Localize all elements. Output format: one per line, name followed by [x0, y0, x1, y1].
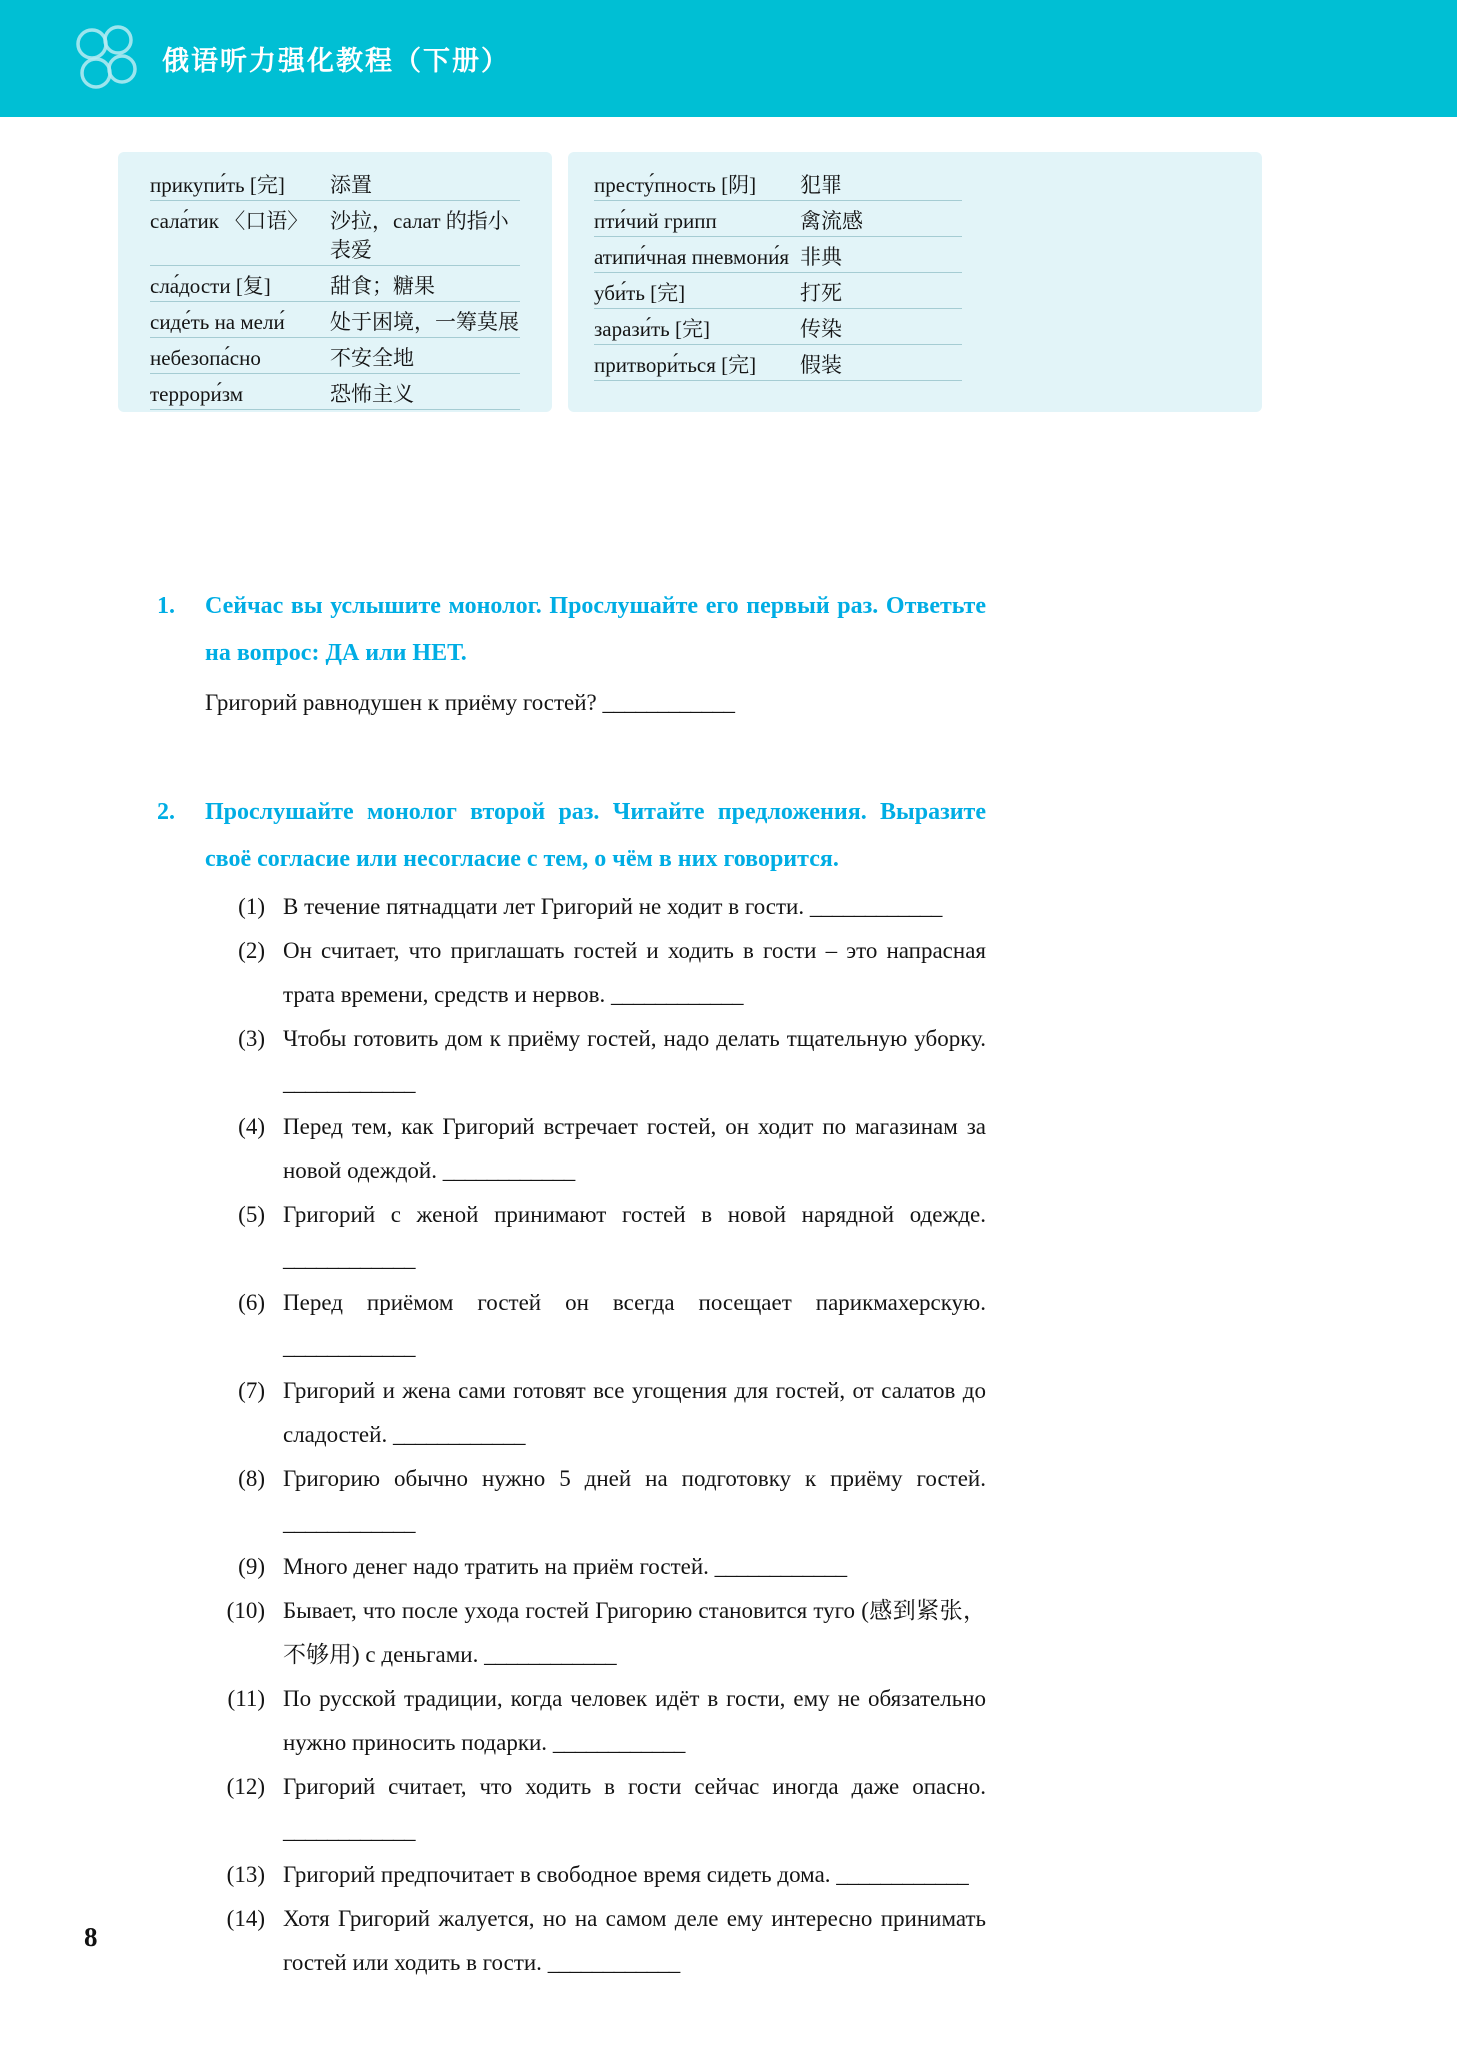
vocab-word: террори́зм [150, 382, 244, 406]
exercise-item [205, 1369, 986, 1457]
answer-blank: ____________ [283, 1818, 415, 1843]
vocab-row [594, 309, 962, 345]
answer-blank: ____________ [836, 1862, 969, 1887]
answer-blank: ____________ [283, 1334, 415, 1359]
item-text [283, 1853, 986, 1897]
item-sentence: В течение пятнадцати лет Григорий не ходит в гости. [283, 894, 805, 919]
vocab-translation: 沙拉，салат 的指小表爱 [330, 209, 509, 262]
exercise-instruction: Прослушайте монолог второй раз. Читайте предложения. Выразите своё согласие или несогласие с тем, о чём в них говорится. [205, 799, 986, 872]
exercise-item [205, 885, 986, 929]
exercise-number: 2. [157, 799, 175, 825]
vocab-word: престу́пность [阴] [594, 173, 757, 197]
exercise-1 [157, 583, 986, 725]
exercise-item [205, 1853, 986, 1897]
item-sentence: Григорий предпочитает в свободное время сидеть дома. [283, 1862, 831, 1887]
item-sentence: По русской традиции, когда человек идёт в гости, ему не обязательно нужно приносить подарки. [283, 1686, 986, 1755]
vocab-translation: 禽流感 [800, 209, 863, 233]
item-sentence: Перед приёмом гостей он всегда посещает парикмахерскую. [283, 1290, 986, 1315]
vocab-row [150, 266, 520, 302]
vocabulary-section [118, 152, 1262, 412]
item-label: (9) [238, 1554, 265, 1579]
exercise-item-list [205, 885, 986, 1985]
item-label: (12) [226, 1774, 265, 1799]
item-sentence: Григорий с женой принимают гостей в новой нарядной одежде. [283, 1202, 986, 1227]
item-text [283, 929, 986, 1017]
item-text [283, 1545, 986, 1589]
vocab-translation: 甜食；糖果 [330, 274, 435, 298]
item-label: (5) [238, 1202, 265, 1227]
exercise-instruction: Сейчас вы услышите монолог. Прослушайте его первый раз. Ответьте на вопрос: ДА или НЕТ. [205, 593, 986, 666]
item-label: (10) [226, 1598, 265, 1623]
item-sentence: Бывает, что после ухода гостей Григорию становится туго (感到紧张，不够用) с деньгами. [283, 1598, 986, 1667]
item-text [283, 1677, 986, 1765]
vocab-word: зарази́ть [完] [594, 317, 710, 341]
vocab-word: сала́тик 〈口语〉 [150, 209, 309, 233]
vocab-translation: 不安全地 [330, 346, 414, 370]
exercise-item [205, 1677, 986, 1765]
answer-blank: ____________ [547, 1950, 680, 1975]
item-text [283, 885, 986, 929]
exercise-question [205, 681, 986, 725]
vocab-word: уби́ть [完] [594, 281, 686, 305]
vocab-word: сла́дости [复] [150, 274, 271, 298]
vocab-translation: 处于困境，一筹莫展 [330, 310, 519, 334]
item-text [283, 1589, 986, 1677]
item-label: (1) [238, 894, 265, 919]
item-label: (6) [238, 1290, 265, 1315]
exercise-2 [157, 789, 986, 1985]
vocab-word: пти́чий грипп [594, 209, 717, 233]
page-number: 8 [84, 1922, 98, 1952]
item-label: (13) [226, 1862, 265, 1887]
vocab-translation: 犯罪 [800, 173, 842, 197]
exercise-item [205, 1765, 986, 1853]
item-text [283, 1193, 986, 1281]
answer-blank: ____________ [484, 1642, 617, 1667]
exercise-heading [157, 789, 986, 883]
item-sentence: Хотя Григорий жалуется, но на самом деле ему интересно принимать гостей или ходить в гости. [283, 1906, 986, 1975]
logo-circles-icon [70, 25, 148, 93]
item-sentence: Он считает, что приглашать гостей и ходить в гости – это напрасная трата времени, средств и нервов. [283, 938, 986, 1007]
item-sentence: Григорий и жена сами готовят все угощения для гостей, от салатов до сладостей. [283, 1378, 986, 1447]
exercise-heading [157, 583, 986, 677]
exercises-section [157, 583, 986, 2049]
answer-blank: ____________ [442, 1158, 575, 1183]
vocab-row [150, 165, 520, 201]
vocab-row [150, 338, 520, 374]
exercise-item [205, 1105, 986, 1193]
vocab-word: сиде́ть на мели́ [150, 310, 285, 334]
vocab-row [594, 273, 962, 309]
vocab-word: атипи́чная пневмони́я [594, 245, 789, 269]
header-title: 俄语听力强化教程（下册） [162, 46, 510, 76]
item-label: (14) [226, 1906, 265, 1931]
vocab-translation: 传染 [800, 317, 842, 341]
vocab-word: небезопа́сно [150, 346, 261, 370]
item-sentence: Чтобы готовить дом к приёму гостей, надо делать тщательную уборку. [283, 1026, 986, 1051]
item-text [283, 1765, 986, 1853]
vocab-translation: 添置 [330, 173, 372, 197]
item-label: (11) [227, 1686, 265, 1711]
exercise-item [205, 1017, 986, 1105]
vocab-row [150, 201, 520, 266]
item-text [283, 1281, 986, 1369]
item-text [283, 1017, 986, 1105]
answer-blank: ____________ [283, 1246, 415, 1271]
item-label: (7) [238, 1378, 265, 1403]
item-label: (3) [238, 1026, 265, 1051]
exercise-item [205, 1897, 986, 1985]
item-sentence: Много денег надо тратить на приём гостей. [283, 1554, 709, 1579]
item-text [283, 1105, 986, 1193]
item-text [283, 1369, 986, 1457]
answer-blank: ____________ [809, 894, 942, 919]
exercise-item [205, 929, 986, 1017]
item-text [283, 1897, 986, 1985]
exercise-item [205, 1545, 986, 1589]
vocab-row [594, 201, 962, 237]
vocab-translation: 假装 [800, 353, 842, 377]
answer-blank: ____________ [283, 1510, 415, 1535]
exercise-item [205, 1193, 986, 1281]
vocab-row [150, 302, 520, 338]
answer-blank: ____________ [611, 982, 744, 1007]
answer-blank: ____________ [392, 1422, 525, 1447]
exercise-number: 1. [157, 593, 175, 619]
item-label: (8) [238, 1466, 265, 1491]
item-label: (4) [238, 1114, 265, 1139]
vocab-word: притвори́ться [完] [594, 353, 757, 377]
item-label: (2) [238, 938, 265, 963]
vocab-row [594, 237, 962, 273]
answer-blank: ____________ [602, 690, 735, 715]
answer-blank: ____________ [714, 1554, 847, 1579]
vocab-translation: 打死 [800, 281, 842, 305]
exercise-item [205, 1281, 986, 1369]
vocab-row [594, 165, 962, 201]
vocab-row [594, 345, 962, 381]
exercise-body [205, 681, 986, 725]
vocab-box-right [568, 152, 1262, 412]
answer-blank: ____________ [552, 1730, 685, 1755]
item-sentence: Григорию обычно нужно 5 дней на подготовку к приёму гостей. [283, 1466, 986, 1491]
exercise-item [205, 1589, 986, 1677]
item-sentence: Перед тем, как Григорий встречает гостей, он ходит по магазинам за новой одеждой. [283, 1114, 986, 1183]
item-sentence: Григорий считает, что ходить в гости сейчас иногда даже опасно. [283, 1774, 986, 1799]
header-bar [0, 0, 1457, 117]
vocab-box-left [118, 152, 552, 412]
exercise-item [205, 1457, 986, 1545]
vocab-row [150, 374, 520, 410]
vocab-word: прикупи́ть [完] [150, 173, 285, 197]
item-text [283, 1457, 986, 1545]
answer-blank: ____________ [283, 1070, 415, 1095]
question-text: Григорий равнодушен к приёму гостей? [205, 690, 597, 715]
vocab-translation: 恐怖主义 [330, 382, 414, 406]
vocab-translation: 非典 [800, 245, 842, 269]
